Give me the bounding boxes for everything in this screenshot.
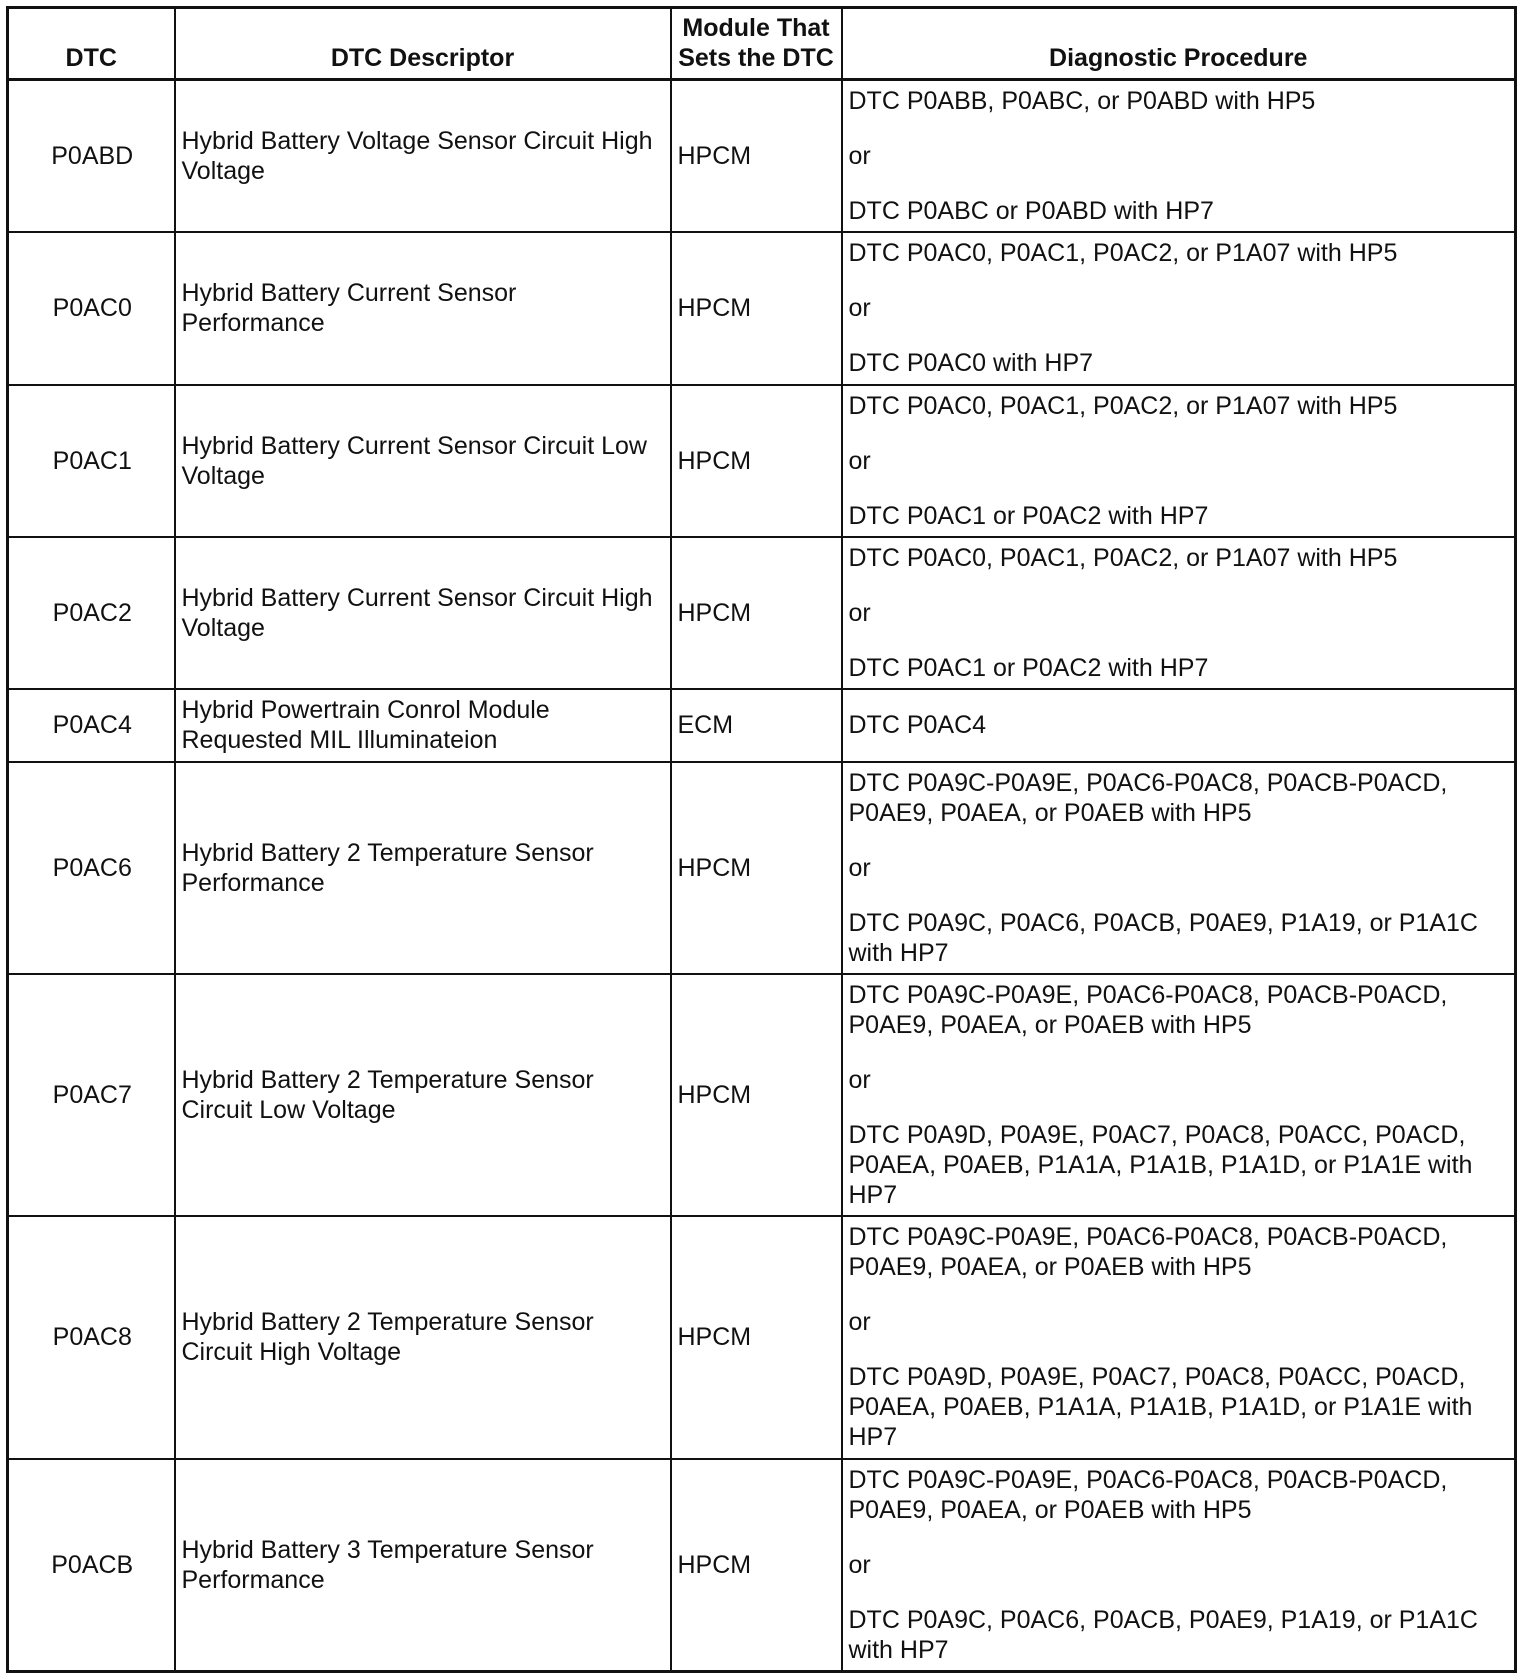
dtc-code-cell: P0ABD (8, 80, 175, 232)
procedure-paragraph: DTC P0AC1 or P0AC2 with HP7 (848, 501, 1209, 530)
dtc-descriptor-cell: Hybrid Battery 3 Temperature Sensor Performance (175, 1459, 671, 1672)
procedure-paragraph: DTC P0ABB, P0ABC, or P0ABD with HP5 (848, 86, 1316, 115)
procedure-paragraph: DTC P0A9D, P0A9E, P0AC7, P0AC8, P0ACC, P0ACD, P0AEA, P0AEB, P1A1A, P1A1B, P1A1D, or P1A1E with HP7 (848, 1120, 1473, 1209)
procedure-separator: or (848, 141, 871, 170)
procedure-paragraph: DTC P0A9C-P0A9E, P0AC6-P0AC8, P0ACB-P0ACD, P0AE9, P0AEA, or P0AEB with HP5 (848, 768, 1448, 827)
dtc-descriptor-cell: Hybrid Powertrain Conrol Module Requested MIL Illuminateion (175, 689, 671, 762)
dtc-code-cell: P0AC6 (8, 762, 175, 974)
diagnostic-procedure-cell (842, 689, 1516, 762)
diagnostic-procedure-cell (842, 762, 1516, 974)
table-row (8, 762, 1516, 974)
header-module: Module That Sets the DTC (671, 8, 842, 80)
procedure-paragraph: DTC P0AC0, P0AC1, P0AC2, or P1A07 with HP5 (848, 239, 1398, 267)
module-cell: HPCM (671, 80, 842, 232)
diagnostic-procedure-cell (842, 385, 1516, 537)
procedure-paragraph: DTC P0A9C, P0AC6, P0ACB, P0AE9, P1A19, or P1A1C with HP7 (848, 1605, 1478, 1664)
module-cell: HPCM (671, 537, 842, 689)
dtc-code-cell: P0AC4 (8, 689, 175, 762)
module-cell: HPCM (671, 1216, 842, 1459)
procedure-separator: or (848, 598, 871, 627)
dtc-descriptor-cell: Hybrid Battery Current Sensor Circuit Low Voltage (175, 385, 671, 537)
procedure-paragraph: DTC P0A9D, P0A9E, P0AC7, P0AC8, P0ACC, P0ACD, P0AEA, P0AEB, P1A1A, P1A1B, P1A1D, or P1A1E with HP7 (848, 1363, 1473, 1451)
table-row (8, 537, 1516, 689)
procedure-separator: or (848, 1308, 871, 1336)
dtc-code-cell: P0AC1 (8, 385, 175, 537)
module-cell: HPCM (671, 974, 842, 1216)
dtc-descriptor-cell: Hybrid Battery 2 Temperature Sensor Performance (175, 762, 671, 974)
dtc-code-cell: P0AC7 (8, 974, 175, 1216)
table-row (8, 80, 1516, 232)
procedure-separator: or (848, 446, 871, 475)
dtc-code-cell: P0AC8 (8, 1216, 175, 1459)
module-cell: HPCM (671, 232, 842, 385)
dtc-code-cell: P0AC2 (8, 537, 175, 689)
procedure-paragraph: DTC P0AC0, P0AC1, P0AC2, or P1A07 with HP5 (848, 391, 1398, 420)
procedure-paragraph: DTC P0AC0 with HP7 (848, 349, 1094, 377)
module-cell: HPCM (671, 762, 842, 974)
table-row (8, 232, 1516, 385)
procedure-paragraph: DTC P0AC4 (848, 711, 987, 739)
dtc-code-cell: P0ACB (8, 1459, 175, 1672)
table-row (8, 1459, 1516, 1672)
dtc-descriptor-cell: Hybrid Battery Voltage Sensor Circuit High Voltage (175, 80, 671, 232)
dtc-descriptor-cell: Hybrid Battery Current Sensor Circuit High Voltage (175, 537, 671, 689)
dtc-descriptor-cell: Hybrid Battery 2 Temperature Sensor Circuit Low Voltage (175, 974, 671, 1216)
table-row (8, 689, 1516, 762)
procedure-paragraph: DTC P0A9C-P0A9E, P0AC6-P0AC8, P0ACB-P0ACD, P0AE9, P0AEA, or P0AEB with HP5 (848, 980, 1448, 1039)
dtc-table (6, 6, 1517, 1673)
procedure-separator: or (848, 853, 871, 882)
table-row (8, 974, 1516, 1216)
module-cell: ECM (671, 689, 842, 762)
dtc-descriptor-cell: Hybrid Battery 2 Temperature Sensor Circuit High Voltage (175, 1216, 671, 1459)
procedure-paragraph: DTC P0ABC or P0ABD with HP7 (848, 196, 1214, 225)
diagnostic-procedure-cell (842, 537, 1516, 689)
header-row (8, 8, 1516, 80)
header-dtc: DTC (8, 8, 175, 80)
procedure-paragraph: DTC P0AC1 or P0AC2 with HP7 (848, 653, 1209, 682)
dtc-descriptor-cell: Hybrid Battery Current Sensor Performance (175, 232, 671, 385)
procedure-paragraph: DTC P0A9C, P0AC6, P0ACB, P0AE9, P1A19, or P1A1C with HP7 (848, 908, 1478, 967)
header-diagnostic-procedure: Diagnostic Procedure (842, 8, 1516, 80)
procedure-separator: or (848, 1550, 871, 1579)
diagnostic-procedure-cell (842, 974, 1516, 1216)
procedure-paragraph: DTC P0AC0, P0AC1, P0AC2, or P1A07 with HP5 (848, 543, 1398, 572)
procedure-paragraph: DTC P0A9C-P0A9E, P0AC6-P0AC8, P0ACB-P0ACD, P0AE9, P0AEA, or P0AEB with HP5 (848, 1223, 1448, 1281)
table-row (8, 385, 1516, 537)
procedure-separator: or (848, 294, 871, 322)
diagnostic-procedure-cell (842, 232, 1516, 385)
diagnostic-procedure-cell (842, 1216, 1516, 1459)
diagnostic-procedure-cell (842, 1459, 1516, 1672)
diagnostic-procedure-cell (842, 80, 1516, 232)
module-cell: HPCM (671, 385, 842, 537)
procedure-separator: or (848, 1065, 871, 1094)
header-dtc-descriptor: DTC Descriptor (175, 8, 671, 80)
table-row (8, 1216, 1516, 1459)
dtc-code-cell: P0AC0 (8, 232, 175, 385)
procedure-paragraph: DTC P0A9C-P0A9E, P0AC6-P0AC8, P0ACB-P0ACD, P0AE9, P0AEA, or P0AEB with HP5 (848, 1465, 1448, 1524)
module-cell: HPCM (671, 1459, 842, 1672)
